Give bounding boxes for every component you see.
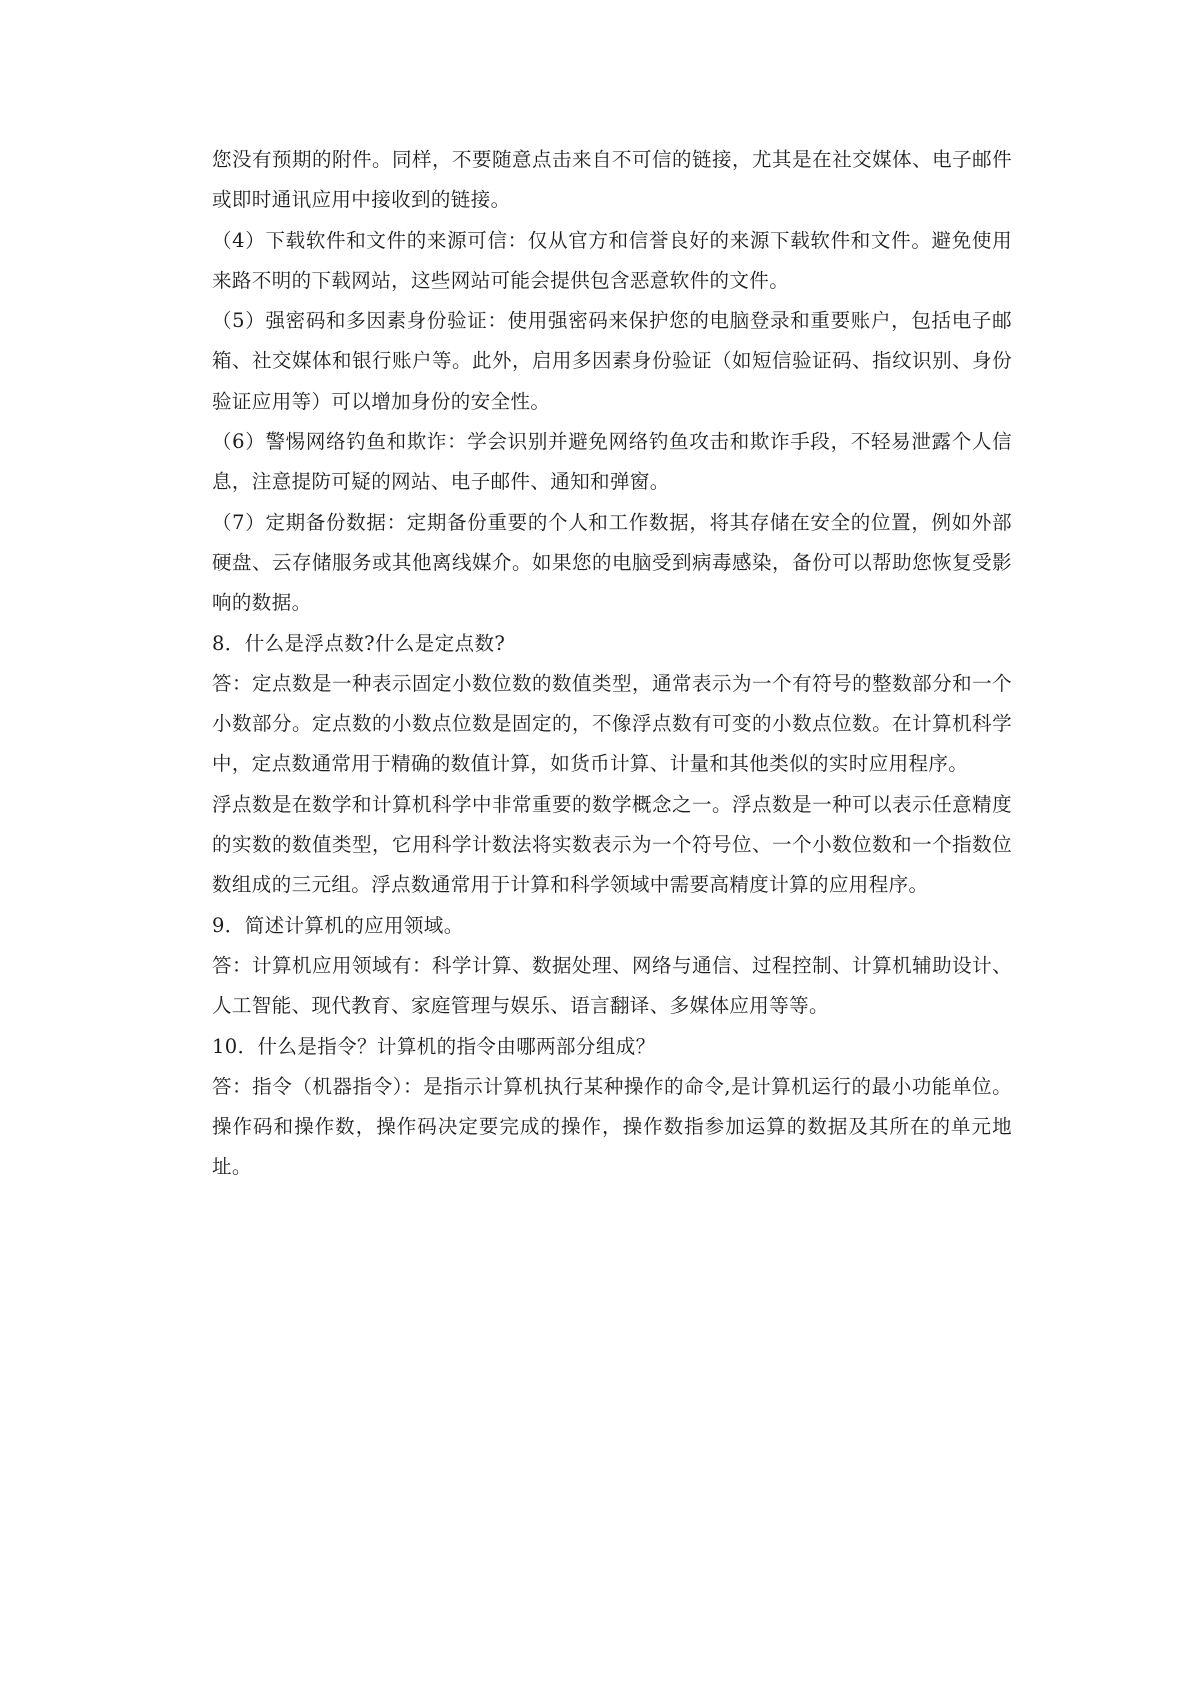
paragraph-regular-backup: （7）定期备份数据：定期备份重要的个人和工作数据，将其存储在安全的位置，例如外部硬盘、云存储服务或其他离线媒介。如果您的电脑受到病毒感染，备份可以帮助您恢复受影响的数据。 xyxy=(212,510,1012,615)
paragraph-attachment-links: 您没有预期的附件。同样，不要随意点击来自不可信的链接，尤其是在社交媒体、电子邮件或即时通讯应用中接收到的链接。 xyxy=(212,148,1012,212)
answer-8-floating-point: 浮点数是在数学和计算机科学中非常重要的数学概念之一。浮点数是一种可以表示任意精度的实数的数值类型，它用科学计数法将实数表示为一个符号位、一个小数位数和一个指数位数组成的三元组。浮点数通常用于计算和科学领域中需要高精度计算的应用程序。 xyxy=(212,792,1012,897)
question-8-heading: 8．什么是浮点数?什么是定点数? xyxy=(212,631,506,655)
paragraph-phishing-awareness: （6）警惕网络钓鱼和欺诈：学会识别并避免网络钓鱼攻击和欺诈手段，不轻易泄露个人信息，注意提防可疑的网站、电子邮件、通知和弹窗。 xyxy=(212,430,1012,494)
paragraph-strong-passwords-mfa: （5）强密码和多因素身份验证：使用强密码来保护您的电脑登录和重要账户，包括电子邮箱、社交媒体和银行账户等。此外，启用多因素身份验证（如短信验证码、指纹识别、身份验证应用等）可以增加身份的安全性。 xyxy=(212,309,1012,413)
answer-8-fixed-point: 答：定点数是一种表示固定小数位数的数值类型，通常表示为一个有符号的整数部分和一个小数部分。定点数的小数点位数是固定的，不像浮点数有可变的小数点位数。在计算机科学中，定点数通常用于精确的数值计算，如货币计算、计量和其他类似的实时应用程序。 xyxy=(212,671,1012,776)
question-9-heading: 9．简述计算机的应用领域。 xyxy=(212,913,464,937)
paragraph-trusted-download-sources: （4）下载软件和文件的来源可信：仅从官方和信誉良好的来源下载软件和文件。避免使用来路不明的下载网站，这些网站可能会提供包含恶意软件的文件。 xyxy=(212,228,1012,292)
document-body xyxy=(212,140,1012,1188)
answer-10-instruction: 答：指令（机器指令）：是指示计算机执行某种操作的命令,是计算机运行的最小功能单位。操作码和操作数，操作码决定要完成的操作，操作数指参加运算的数据及其所在的单元地址。 xyxy=(212,1074,1012,1179)
answer-9-application-fields: 答：计算机应用领域有：科学计算、数据处理、网络与通信、过程控制、计算机辅助设计、人工智能、现代教育、家庭管理与娱乐、语言翻译、多媒体应用等等。 xyxy=(212,953,1012,1018)
question-10-heading: 10．什么是指令？计算机的指令由哪两部分组成？ xyxy=(212,1034,656,1058)
